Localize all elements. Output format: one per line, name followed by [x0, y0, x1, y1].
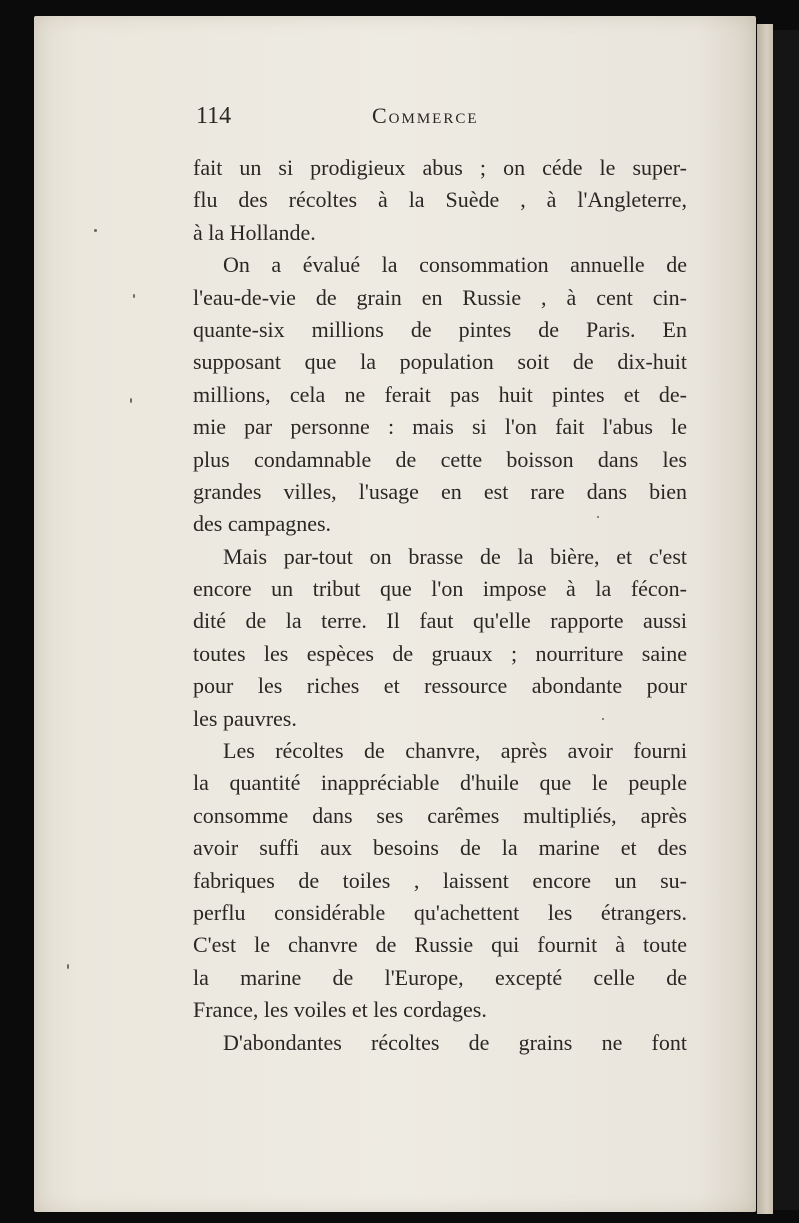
text-line: mie par personne : mais si l'on fait l'abus le	[193, 414, 687, 440]
text-line: l'eau-de-vie de grain en Russie , à cent cin-	[193, 284, 687, 310]
text-line: millions, cela ne ferait pas huit pintes et de-	[193, 381, 687, 407]
text-line: la marine de l'Europe, excepté celle de	[193, 964, 687, 990]
text-line: supposant que la population soit de dix-huit	[193, 349, 687, 375]
text-line: des campagnes.	[193, 511, 332, 537]
text-line: C'est le chanvre de Russie qui fournit à toute	[193, 932, 687, 958]
text-line: consomme dans ses carêmes multipliés, après	[193, 802, 687, 828]
text-line: fabriques de toiles , laissent encore un su-	[193, 867, 687, 893]
text-line: France, les voiles et les cordages.	[193, 997, 487, 1023]
text-line: encore un tribut que l'on impose à la fécon-	[193, 576, 687, 602]
text-line: plus condamnable de cette boisson dans les	[193, 446, 687, 472]
text-line: Les récoltes de chanvre, après avoir fourni	[223, 738, 687, 764]
text-line: fait un si prodigieux abus ; on céde le super-	[193, 155, 687, 180]
text-line: avoir suffi aux besoins de la marine et des	[193, 835, 687, 861]
text-line: perflu considérable qu'achettent les étrangers.	[193, 899, 687, 925]
facing-page-edge	[757, 24, 773, 1214]
text-line: toutes les espèces de gruaux ; nourriture saine	[193, 640, 687, 666]
text-line: la quantité inappréciable d'huile que le peuple	[193, 770, 687, 796]
text-line: quante-six millions de pintes de Paris. En	[193, 316, 687, 342]
text-line: les pauvres.	[193, 705, 297, 731]
page-number: 114	[196, 103, 232, 129]
running-title: Commerce	[372, 103, 479, 128]
text-line: D'abondantes récoltes de grains ne font	[223, 1029, 687, 1055]
paper-speck	[133, 294, 135, 298]
running-head	[196, 103, 682, 133]
scan-border	[773, 30, 799, 1210]
paper-speck	[67, 964, 69, 969]
body-text	[193, 152, 687, 1059]
text-line: flu des récoltes à la Suède , à l'Angleterre,	[193, 187, 687, 213]
paper-speck	[94, 229, 97, 232]
text-line: à la Hollande.	[193, 219, 316, 245]
text-line: grandes villes, l'usage en est rare dans bien	[193, 478, 687, 504]
text-line: dité de la terre. Il faut qu'elle rapporte aussi	[193, 608, 687, 634]
text-line: pour les riches et ressource abondante pour	[193, 673, 687, 699]
text-line: Mais par-tout on brasse de la bière, et c'est	[223, 543, 687, 569]
paper-speck	[130, 398, 132, 403]
text-line: On a évalué la consommation annuelle de	[223, 252, 687, 278]
